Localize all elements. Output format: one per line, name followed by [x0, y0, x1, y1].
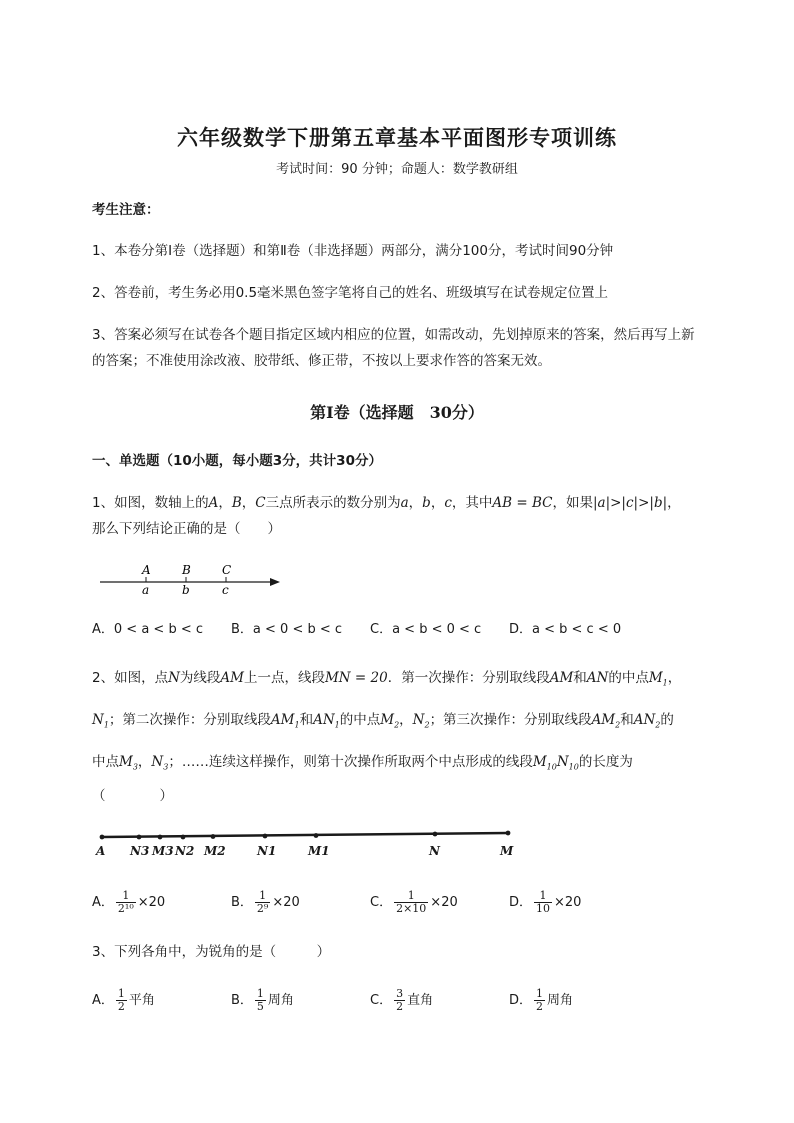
point-A — [100, 835, 105, 840]
section-title: 第Ⅰ卷（选择题 30分） — [310, 403, 484, 422]
q2-stem-line1: 2、如图，点N为线段AM上一点，线段MN = 20．第一次操作：分别取线段AM和AN的中点$M_1$， — [92, 670, 682, 688]
label-B: B — [182, 563, 191, 577]
q1-option-c[interactable]: C．a < b < 0 < c — [370, 622, 482, 637]
label-N1: N1 — [257, 844, 277, 858]
notice-item-2: 2、答卷前，考生务必用0.5毫米黑色签字笔将自己的姓名、班级填写在试卷规定位置上 — [92, 285, 609, 301]
notice-item-3-cont: 的答案；不准使用涂改液、胶带纸、修正带，不按以上要求作答的答案无效。 — [92, 353, 551, 369]
label-N3: N3 — [130, 844, 150, 858]
label-N: N — [429, 844, 440, 858]
label-M2: M2 — [204, 844, 226, 858]
point-M — [506, 831, 511, 836]
label-M3: M3 — [152, 844, 174, 858]
label-M: M — [500, 844, 514, 858]
point-M3 — [158, 835, 163, 840]
point-N2 — [181, 835, 186, 840]
q2-option-d[interactable]: D． $\frac{1}{10}$ ×20 — [509, 889, 582, 915]
page-title: 六年级数学下册第五章基本平面图形专项训练 — [177, 125, 617, 150]
q3-option-c[interactable]: C． $\frac{3}{2}$ 直角 — [370, 987, 434, 1013]
q1-option-d[interactable]: D．a < b < c < 0 — [509, 622, 622, 637]
point-N1 — [263, 834, 268, 839]
point-M1 — [314, 833, 319, 838]
q1-number-line-figure — [96, 560, 286, 600]
exam-info: 考试时间：90 分钟；命题人：数学教研组 — [276, 162, 518, 177]
q3-option-b[interactable]: B． $\frac{1}{5}$ 周角 — [231, 987, 294, 1013]
label-c: c — [222, 583, 229, 597]
label-N2: N2 — [175, 844, 195, 858]
label-M1: M1 — [308, 844, 330, 858]
q1-stem-line2: 那么下列结论正确的是（ ） — [92, 521, 281, 537]
notice-item-1: 1、本卷分第Ⅰ卷（选择题）和第Ⅱ卷（非选择题）两部分，满分100分，考试时间90分钟 — [92, 243, 614, 259]
q3-option-d[interactable]: D． $\frac{1}{2}$ 周角 — [509, 987, 574, 1013]
section-subheading: 一、单选题（10小题，每小题3分，共计30分） — [92, 453, 382, 469]
q3-option-a[interactable]: A． $\frac{1}{2}$ 平角 — [92, 987, 155, 1013]
q2-option-c[interactable]: C． $\frac{1}{2\times 10}$ ×20 — [370, 889, 458, 915]
q2-stem-line2: $N_1$；第二次操作：分别取线段$AM_1$和$AN_1$的中点$M_2$，$N_2$；第三次操作：分别取线段$AM_2$和$AN_2$的 — [92, 712, 674, 730]
notice-item-3: 3、答案必须写在试卷各个题目指定区域内相应的位置，如需改动，先划掉原来的答案，然后再写上新 — [92, 327, 695, 343]
q2-stem-line3: 中点$M_3$，$N_3$；……连续这样操作，则第十次操作所取两个中点形成的线段$M_{10}N_{10}$的长度为 — [92, 754, 633, 772]
q1-option-a[interactable]: A．0 < a < b < c — [92, 622, 204, 637]
point-N — [433, 832, 438, 837]
q1-option-b[interactable]: B．a < 0 < b < c — [231, 622, 343, 637]
label-A: A — [142, 563, 151, 577]
q2-option-a[interactable]: A． $\frac{1}{\text{2¹⁰}}$ ×20 — [92, 889, 166, 915]
point-M2 — [211, 834, 216, 839]
label-C: C — [222, 563, 232, 577]
q2-segment-figure — [92, 825, 522, 861]
label-b: b — [182, 583, 190, 597]
label-A: A — [96, 844, 106, 858]
notice-heading: 考生注意： — [92, 202, 160, 218]
q2-option-b[interactable]: B． $\frac{1}{\text{2⁹}}$ ×20 — [231, 889, 300, 915]
q1-stem-line1: 1、如图，数轴上的A，B，C三点所表示的数分别为a，b，c，其中AB = BC，如果|a|>|c|>|b|， — [92, 495, 681, 511]
q2-answer-paren: （ ） — [92, 788, 173, 804]
arrow-head-icon — [270, 578, 280, 586]
q3-stem: 3、下列各角中，为锐角的是（ ） — [92, 944, 331, 960]
segment-am — [102, 833, 508, 837]
label-a: a — [142, 583, 150, 597]
point-N3 — [137, 835, 142, 840]
